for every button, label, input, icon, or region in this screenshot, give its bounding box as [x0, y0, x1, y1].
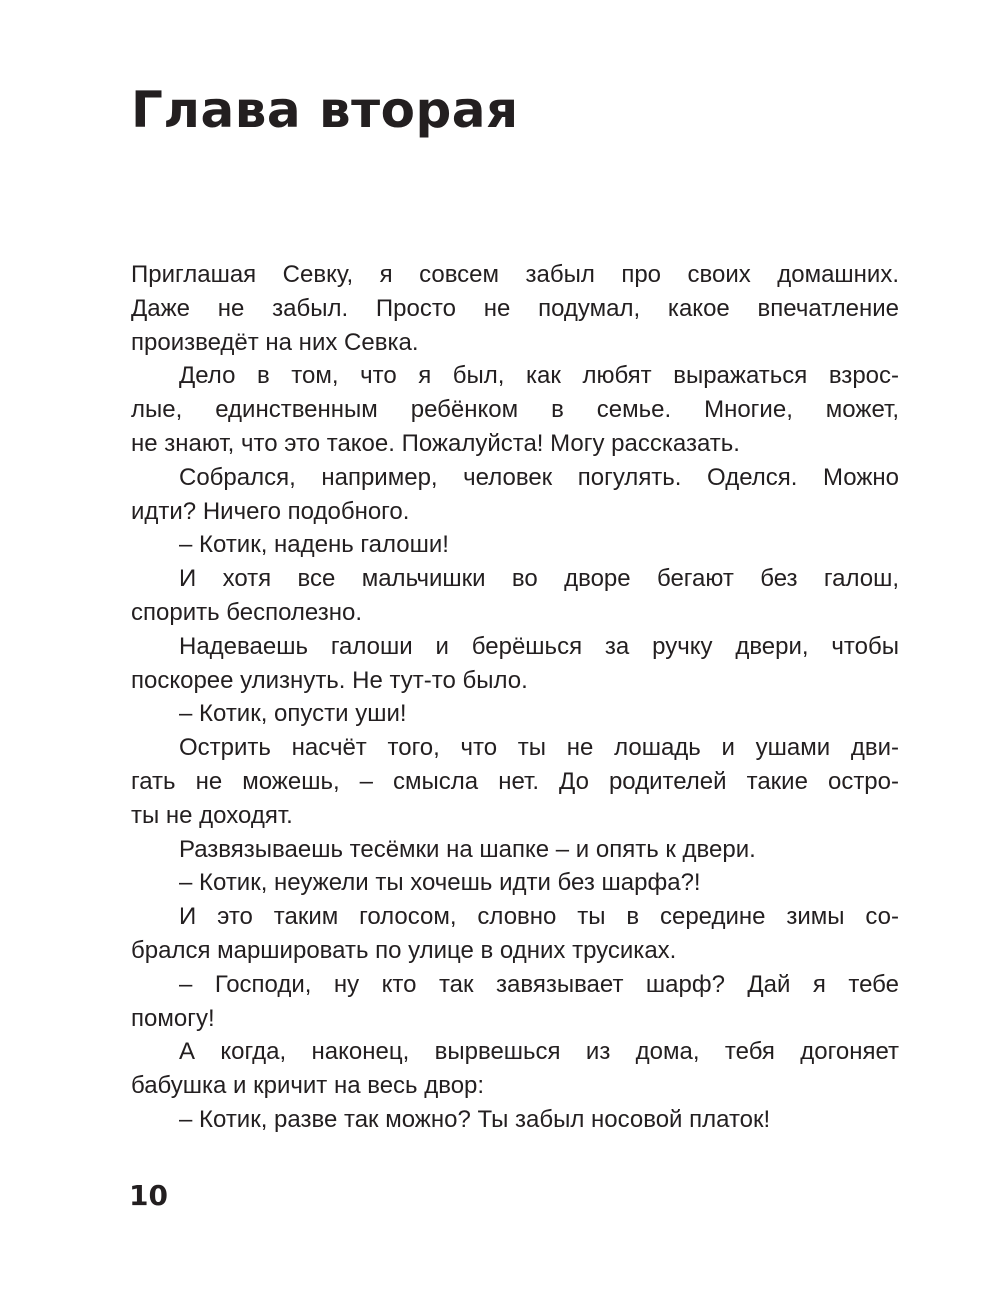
text-line: помогу!	[131, 1004, 215, 1032]
text-line: – Котик, неужели ты хочешь идти без шарфа?!	[179, 869, 701, 897]
paragraph	[131, 562, 899, 630]
text-line: – Господи, ну кто так завязывает шарф? Дай я тебе	[179, 970, 899, 998]
text-line: Приглашая Севку, я совсем забыл про своих домашних.	[131, 261, 899, 288]
paragraph	[131, 528, 899, 562]
text-line: Острить насчёт того, что ты не лошадь и ушами дви-	[179, 734, 899, 762]
text-line: – Котик, разве так можно? Ты забыл носовой платок!	[179, 1105, 771, 1133]
paragraph	[131, 461, 899, 529]
chapter-title: Глава вторая	[131, 81, 519, 139]
paragraph	[131, 833, 899, 867]
text-line: А когда, наконец, вырвешься из дома, тебя догоняет	[179, 1038, 899, 1066]
paragraph	[131, 630, 899, 698]
paragraph	[131, 731, 899, 832]
text-line: – Котик, опусти уши!	[179, 700, 407, 728]
paragraph	[131, 1103, 899, 1137]
text-line: поскорее улизнуть. Не тут-то было.	[131, 666, 528, 694]
paragraph	[131, 1035, 899, 1103]
text-line: идти? Ничего подобного.	[131, 497, 410, 525]
text-line: произведёт на них Севка.	[131, 328, 419, 356]
text-line: И хотя все мальчишки во дворе бегают без галош,	[179, 565, 899, 593]
text-line: не знают, что это такое. Пожалуйста! Могу рассказать.	[131, 429, 740, 457]
chapter-text	[131, 258, 899, 1137]
text-line: Дело в том, что я был, как любят выражаться взрос-	[179, 362, 899, 390]
paragraph	[131, 359, 899, 460]
text-line: спорить бесполезно.	[131, 598, 362, 626]
text-line: Развязываешь тесёмки на шапке – и опять к двери.	[179, 835, 756, 863]
text-line: лые, единственным ребёнком в семье. Многие, может,	[131, 396, 899, 424]
paragraph	[131, 697, 899, 731]
text-line: ты не доходят.	[131, 801, 293, 829]
paragraph	[131, 258, 899, 359]
text-line: бабушка и кричит на весь двор:	[131, 1072, 485, 1100]
text-line: брался маршировать по улице в одних трусиках.	[131, 936, 677, 964]
text-line: И это таким голосом, словно ты в середине зимы со-	[179, 903, 899, 931]
paragraph	[131, 866, 899, 900]
text-line: Надеваешь галоши и берёшься за ручку двери, чтобы	[179, 632, 899, 660]
page-number: 10	[129, 1179, 168, 1212]
paragraph	[131, 968, 899, 1036]
text-line: гать не можешь, – смысла нет. До родителей такие остро-	[131, 767, 899, 795]
text-line: Даже не забыл. Просто не подумал, какое впечатление	[131, 294, 899, 322]
text-line: Собрался, например, человек погулять. Оделся. Можно	[179, 463, 899, 491]
paragraph	[131, 900, 899, 968]
text-line: – Котик, надень галоши!	[179, 531, 449, 559]
